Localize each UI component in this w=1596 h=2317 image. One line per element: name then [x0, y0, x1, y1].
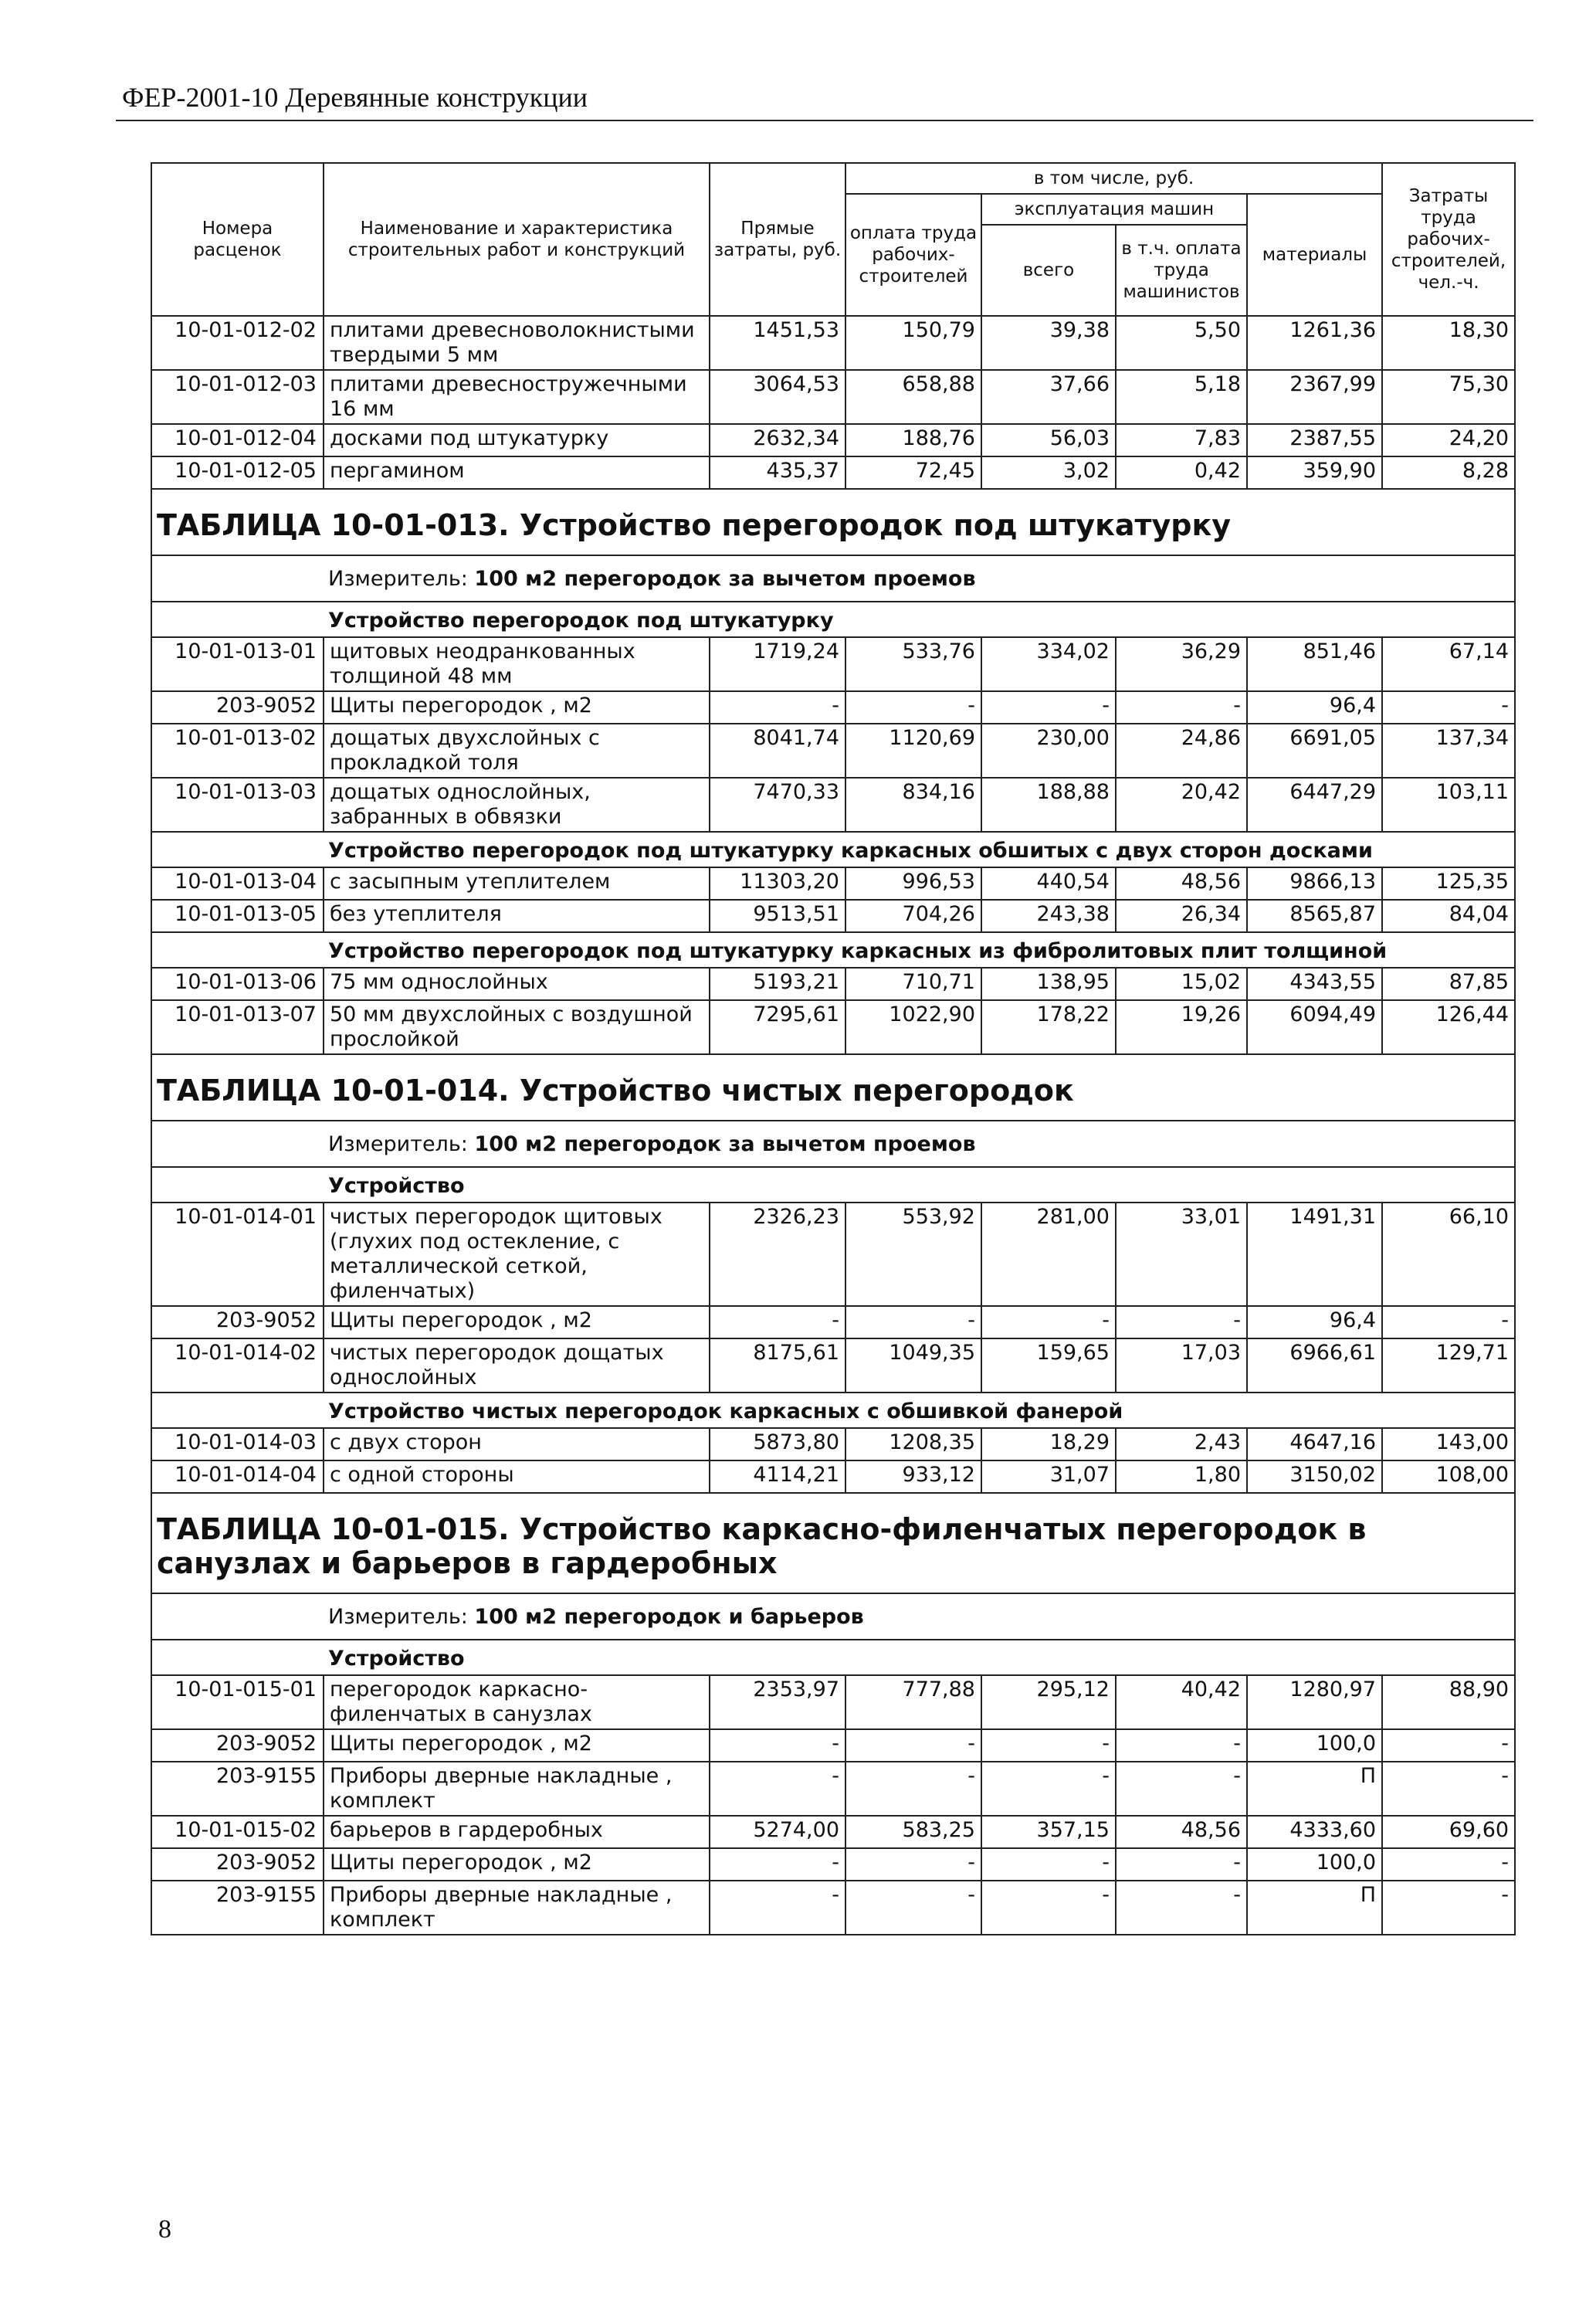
cell-labor: 143,00: [1382, 1428, 1515, 1460]
group-heading: Устройство перегородок под штукатурку: [324, 602, 1515, 637]
table-header: [151, 163, 1515, 316]
cell-mach-pay: 40,42: [1116, 1675, 1247, 1729]
cell-mach-pay: 48,56: [1116, 1816, 1247, 1848]
table-row: [151, 1306, 1515, 1338]
table-row: [151, 456, 1515, 489]
work-name: дощатых двухслойных с прокладкой толя: [324, 724, 710, 778]
price-table: [151, 162, 1516, 1935]
table-row: [151, 724, 1515, 778]
cell-mach: 39,38: [981, 316, 1116, 370]
cell-mach-pay: -: [1116, 1306, 1247, 1338]
table-row: [151, 1338, 1515, 1393]
measure-value: 100 м2 перегородок за вычетом проемов: [474, 1132, 976, 1156]
group-spacer: [151, 932, 324, 968]
cell-mach-pay: 20,42: [1116, 778, 1247, 832]
table-row: [151, 1000, 1515, 1054]
cell-pay: 1120,69: [845, 724, 981, 778]
rate-code: 10-01-013-04: [151, 867, 324, 900]
rate-code: 10-01-014-03: [151, 1428, 324, 1460]
cell-mach-pay: 36,29: [1116, 637, 1247, 691]
table-row: [151, 1848, 1515, 1881]
cell-mach-pay: 33,01: [1116, 1203, 1247, 1306]
table-row: [151, 370, 1515, 424]
cell-labor: 137,34: [1382, 724, 1515, 778]
cell-direct: 7470,33: [710, 778, 845, 832]
cell-mach-pay: 24,86: [1116, 724, 1247, 778]
table-014-title: ТАБЛИЦА 10-01-014. Устройство чистых перегородок: [151, 1054, 1515, 1121]
cell-mat: 6447,29: [1247, 778, 1382, 832]
col-header-direct: Прямые затраты, руб.: [710, 163, 845, 316]
cell-labor: 24,20: [1382, 424, 1515, 456]
rate-code: 203-9155: [151, 1881, 324, 1935]
cell-mach: 18,29: [981, 1428, 1116, 1460]
cell-labor: 103,11: [1382, 778, 1515, 832]
cell-mat: П: [1247, 1762, 1382, 1816]
cell-mat: 9866,13: [1247, 867, 1382, 900]
work-name: с засыпным утеплителем: [324, 867, 710, 900]
cell-mat: 96,4: [1247, 691, 1382, 724]
work-name: плитами древесноволокнистыми твердыми 5 мм: [324, 316, 710, 370]
table-row: [151, 900, 1515, 932]
table-013-group-row: [151, 932, 1515, 968]
cell-direct: 1451,53: [710, 316, 845, 370]
col-header-incl: в том числе, руб.: [845, 163, 1382, 194]
cell-direct: 1719,24: [710, 637, 845, 691]
cell-direct: -: [710, 1848, 845, 1881]
cell-pay: -: [845, 1881, 981, 1935]
cell-labor: 66,10: [1382, 1203, 1515, 1306]
cell-pay: 834,16: [845, 778, 981, 832]
work-name: 50 мм двухслойных с воздушной прослойкой: [324, 1000, 710, 1054]
cell-direct: 2326,23: [710, 1203, 845, 1306]
cell-mach-pay: -: [1116, 1762, 1247, 1816]
cell-labor: 108,00: [1382, 1460, 1515, 1493]
work-name: чистых перегородок дощатых однослойных: [324, 1338, 710, 1393]
table-014-title-row: [151, 1054, 1515, 1121]
rate-code: 10-01-014-01: [151, 1203, 324, 1306]
cell-mat: 851,46: [1247, 637, 1382, 691]
cell-mat: 359,90: [1247, 456, 1382, 489]
cell-mat: 1261,36: [1247, 316, 1382, 370]
table-row: [151, 691, 1515, 724]
work-name: Щиты перегородок , м2: [324, 1306, 710, 1338]
cell-mach: 243,38: [981, 900, 1116, 932]
table-014-measure-row: [151, 1121, 1515, 1167]
cell-mat: П: [1247, 1881, 1382, 1935]
cell-mach-pay: -: [1116, 1729, 1247, 1762]
cell-pay: -: [845, 1762, 981, 1816]
cell-labor: 87,85: [1382, 968, 1515, 1000]
cell-direct: 5873,80: [710, 1428, 845, 1460]
cell-pay: 72,45: [845, 456, 981, 489]
col-header-machines-total: всего: [981, 225, 1116, 316]
rate-code: 203-9052: [151, 691, 324, 724]
table-row: [151, 1881, 1515, 1935]
cell-mat: 6966,61: [1247, 1338, 1382, 1393]
cell-mach: -: [981, 1762, 1116, 1816]
work-name: Приборы дверные накладные , комплект: [324, 1762, 710, 1816]
work-name: Щиты перегородок , м2: [324, 691, 710, 724]
cell-pay: 1022,90: [845, 1000, 981, 1054]
cell-mat: 8565,87: [1247, 900, 1382, 932]
rate-code: 10-01-012-03: [151, 370, 324, 424]
cell-direct: 4114,21: [710, 1460, 845, 1493]
cell-mach: 3,02: [981, 456, 1116, 489]
cell-mach: 357,15: [981, 1816, 1116, 1848]
group-heading: Устройство: [324, 1640, 1515, 1675]
rate-code: 10-01-015-01: [151, 1675, 324, 1729]
group-spacer: [151, 1640, 324, 1675]
cell-mat: 4333,60: [1247, 1816, 1382, 1848]
cell-mach: 159,65: [981, 1338, 1116, 1393]
cell-mat: 6094,49: [1247, 1000, 1382, 1054]
col-header-machines-pay: в т.ч. оплата труда машинистов: [1116, 225, 1247, 316]
group-heading: Устройство перегородок под штукатурку каркасных обшитых с двух сторон досками: [324, 832, 1515, 867]
cell-labor: 8,28: [1382, 456, 1515, 489]
group-spacer: [151, 602, 324, 637]
rate-code: 10-01-013-03: [151, 778, 324, 832]
rate-code: 203-9052: [151, 1306, 324, 1338]
rate-code: 203-9052: [151, 1729, 324, 1762]
cell-mach: 440,54: [981, 867, 1116, 900]
work-name: Щиты перегородок , м2: [324, 1729, 710, 1762]
col-header-name: Наименование и характеристика строительных работ и конструкций: [324, 163, 710, 316]
group-spacer: [151, 832, 324, 867]
group-heading: Устройство: [324, 1167, 1515, 1203]
cell-direct: 8175,61: [710, 1338, 845, 1393]
cell-pay: 996,53: [845, 867, 981, 900]
cell-direct: 5274,00: [710, 1816, 845, 1848]
group-spacer: [151, 1167, 324, 1203]
cell-mach-pay: 48,56: [1116, 867, 1247, 900]
table-015-group-row: [151, 1640, 1515, 1675]
work-name: досками под штукатурку: [324, 424, 710, 456]
rate-code: 203-9052: [151, 1848, 324, 1881]
cell-direct: -: [710, 691, 845, 724]
header-rule: [116, 120, 1533, 121]
cell-mat: 3150,02: [1247, 1460, 1382, 1493]
cell-labor: 75,30: [1382, 370, 1515, 424]
rate-code: 203-9155: [151, 1762, 324, 1816]
table-row: [151, 316, 1515, 370]
cell-mach-pay: 15,02: [1116, 968, 1247, 1000]
work-name: без утеплителя: [324, 900, 710, 932]
cell-labor: 88,90: [1382, 1675, 1515, 1729]
measure-label: Измеритель:: [328, 1132, 468, 1156]
cell-mach-pay: 7,83: [1116, 424, 1247, 456]
rate-code: 10-01-012-05: [151, 456, 324, 489]
work-name: с двух сторон: [324, 1428, 710, 1460]
cell-direct: 8041,74: [710, 724, 845, 778]
work-name: Приборы дверные накладные , комплект: [324, 1881, 710, 1935]
table-row: [151, 1428, 1515, 1460]
measure-value: 100 м2 перегородок за вычетом проемов: [474, 567, 976, 591]
col-header-materials: материалы: [1247, 194, 1382, 316]
cell-labor: -: [1382, 1848, 1515, 1881]
rate-code: 10-01-013-01: [151, 637, 324, 691]
rate-code: 10-01-014-02: [151, 1338, 324, 1393]
measure-value: 100 м2 перегородок и барьеров: [474, 1605, 864, 1629]
cell-mach: -: [981, 1881, 1116, 1935]
cell-direct: 7295,61: [710, 1000, 845, 1054]
cell-mach: 56,03: [981, 424, 1116, 456]
cell-pay: -: [845, 1848, 981, 1881]
table-015-measure-row: [151, 1593, 1515, 1640]
table-013-group-row: [151, 832, 1515, 867]
table-013-measure-row: [151, 555, 1515, 602]
cell-labor: -: [1382, 1762, 1515, 1816]
work-name: щитовых неодранкованных толщиной 48 мм: [324, 637, 710, 691]
measure-spacer: [151, 1121, 324, 1167]
cell-labor: 69,60: [1382, 1816, 1515, 1848]
cell-mach: -: [981, 691, 1116, 724]
table-row: [151, 424, 1515, 456]
cell-labor: 129,71: [1382, 1338, 1515, 1393]
cell-mat: 1491,31: [1247, 1203, 1382, 1306]
cell-pay: 1049,35: [845, 1338, 981, 1393]
cell-direct: 3064,53: [710, 370, 845, 424]
cell-mach-pay: -: [1116, 691, 1247, 724]
table-014-group-row: [151, 1167, 1515, 1203]
cell-pay: -: [845, 1729, 981, 1762]
table-013-group-row: [151, 602, 1515, 637]
rate-code: 10-01-012-02: [151, 316, 324, 370]
page-header: ФЕР-2001-10 Деревянные конструкции: [122, 82, 588, 113]
cell-mach: 295,12: [981, 1675, 1116, 1729]
group-heading: Устройство чистых перегородок каркасных с обшивкой фанерой: [324, 1393, 1515, 1428]
cell-mat: 4647,16: [1247, 1428, 1382, 1460]
cell-mach: 138,95: [981, 968, 1116, 1000]
rate-code: 10-01-012-04: [151, 424, 324, 456]
cell-direct: 9513,51: [710, 900, 845, 932]
table-row: [151, 867, 1515, 900]
cell-direct: -: [710, 1729, 845, 1762]
cell-pay: 583,25: [845, 1816, 981, 1848]
measure-label: Измеритель:: [328, 567, 468, 591]
work-name: с одной стороны: [324, 1460, 710, 1493]
table-013-title: ТАБЛИЦА 10-01-013. Устройство перегородок под штукатурку: [151, 489, 1515, 555]
table-015-measure: [324, 1593, 1515, 1640]
rate-code: 10-01-013-02: [151, 724, 324, 778]
cell-pay: 658,88: [845, 370, 981, 424]
cell-direct: -: [710, 1306, 845, 1338]
cell-pay: 533,76: [845, 637, 981, 691]
cell-labor: 18,30: [1382, 316, 1515, 370]
table-row: [151, 968, 1515, 1000]
table-014-measure: [324, 1121, 1515, 1167]
work-name: 75 мм однослойных: [324, 968, 710, 1000]
work-name: чистых перегородок щитовых (глухих под остекление, с металлической сеткой, филенчатых): [324, 1203, 710, 1306]
table-row: [151, 1729, 1515, 1762]
cell-pay: 150,79: [845, 316, 981, 370]
cell-labor: -: [1382, 691, 1515, 724]
cell-pay: 553,92: [845, 1203, 981, 1306]
table-row: [151, 1675, 1515, 1729]
measure-label: Измеритель:: [328, 1605, 468, 1629]
cell-mach: -: [981, 1848, 1116, 1881]
cell-mach: 31,07: [981, 1460, 1116, 1493]
cell-mat: 96,4: [1247, 1306, 1382, 1338]
cell-pay: 777,88: [845, 1675, 981, 1729]
page-number: 8: [158, 2215, 171, 2244]
cell-direct: 435,37: [710, 456, 845, 489]
table-015-title-row: [151, 1493, 1515, 1593]
cell-mach-pay: 19,26: [1116, 1000, 1247, 1054]
cell-mat: 100,0: [1247, 1848, 1382, 1881]
cell-mat: 2387,55: [1247, 424, 1382, 456]
rate-code: 10-01-014-04: [151, 1460, 324, 1493]
cell-mach: 281,00: [981, 1203, 1116, 1306]
cell-mat: 4343,55: [1247, 968, 1382, 1000]
table-row: [151, 1816, 1515, 1848]
cell-direct: -: [710, 1881, 845, 1935]
col-header-machines: эксплуатация машин: [981, 194, 1247, 225]
work-name: барьеров в гардеробных: [324, 1816, 710, 1848]
col-header-labor: Затраты труда рабочих-строителей, чел.-ч.: [1382, 163, 1515, 316]
group-heading: Устройство перегородок под штукатурку каркасных из фибролитовых плит толщиной: [324, 932, 1515, 968]
cell-mach-pay: 1,80: [1116, 1460, 1247, 1493]
table-body: [151, 316, 1515, 1935]
cell-labor: -: [1382, 1729, 1515, 1762]
cell-mat: 100,0: [1247, 1729, 1382, 1762]
work-name: Щиты перегородок , м2: [324, 1848, 710, 1881]
cell-direct: -: [710, 1762, 845, 1816]
table-row: [151, 778, 1515, 832]
cell-labor: -: [1382, 1306, 1515, 1338]
table-row: [151, 1460, 1515, 1493]
cell-mach: 178,22: [981, 1000, 1116, 1054]
table-row: [151, 1762, 1515, 1816]
table-013-measure: [324, 555, 1515, 602]
cell-mach-pay: 26,34: [1116, 900, 1247, 932]
cell-mach: -: [981, 1729, 1116, 1762]
cell-pay: -: [845, 1306, 981, 1338]
cell-pay: 188,76: [845, 424, 981, 456]
measure-spacer: [151, 1593, 324, 1640]
cell-labor: 126,44: [1382, 1000, 1515, 1054]
cell-mach: 188,88: [981, 778, 1116, 832]
table-013-title-row: [151, 489, 1515, 555]
cell-mach: -: [981, 1306, 1116, 1338]
cell-mach-pay: -: [1116, 1848, 1247, 1881]
cell-mach-pay: 2,43: [1116, 1428, 1247, 1460]
group-spacer: [151, 1393, 324, 1428]
cell-mach: 230,00: [981, 724, 1116, 778]
cell-mach: 37,66: [981, 370, 1116, 424]
work-name: пергамином: [324, 456, 710, 489]
rate-code: 10-01-013-07: [151, 1000, 324, 1054]
cell-direct: 2353,97: [710, 1675, 845, 1729]
cell-pay: 933,12: [845, 1460, 981, 1493]
cell-labor: 84,04: [1382, 900, 1515, 932]
cell-direct: 11303,20: [710, 867, 845, 900]
col-header-labor-pay: оплата труда рабочих-строителей: [845, 194, 981, 316]
cell-mat: 1280,97: [1247, 1675, 1382, 1729]
cell-mach-pay: 0,42: [1116, 456, 1247, 489]
measure-spacer: [151, 555, 324, 602]
cell-pay: 1208,35: [845, 1428, 981, 1460]
rate-code: 10-01-013-05: [151, 900, 324, 932]
work-name: дощатых однослойных, забранных в обвязки: [324, 778, 710, 832]
cell-mat: 6691,05: [1247, 724, 1382, 778]
table-row: [151, 1203, 1515, 1306]
cell-labor: -: [1382, 1881, 1515, 1935]
table-015-title: ТАБЛИЦА 10-01-015. Устройство каркасно-филенчатых перегородок в санузлах и барьеров в гардеробных: [151, 1493, 1515, 1593]
cell-mach: 334,02: [981, 637, 1116, 691]
rate-code: 10-01-013-06: [151, 968, 324, 1000]
cell-pay: -: [845, 691, 981, 724]
rate-code: 10-01-015-02: [151, 1816, 324, 1848]
table-014-group-row: [151, 1393, 1515, 1428]
cell-labor: 125,35: [1382, 867, 1515, 900]
work-name: перегородок каркасно-филенчатых в санузлах: [324, 1675, 710, 1729]
cell-mach-pay: -: [1116, 1881, 1247, 1935]
work-name: плитами древесностружечными 16 мм: [324, 370, 710, 424]
price-table-container: [151, 162, 1514, 1935]
cell-direct: 2632,34: [710, 424, 845, 456]
cell-pay: 710,71: [845, 968, 981, 1000]
cell-mach-pay: 17,03: [1116, 1338, 1247, 1393]
table-row: [151, 637, 1515, 691]
cell-direct: 5193,21: [710, 968, 845, 1000]
col-header-codes: Номера расценок: [151, 163, 324, 316]
cell-labor: 67,14: [1382, 637, 1515, 691]
cell-mach-pay: 5,18: [1116, 370, 1247, 424]
cell-pay: 704,26: [845, 900, 981, 932]
cell-mat: 2367,99: [1247, 370, 1382, 424]
cell-mach-pay: 5,50: [1116, 316, 1247, 370]
